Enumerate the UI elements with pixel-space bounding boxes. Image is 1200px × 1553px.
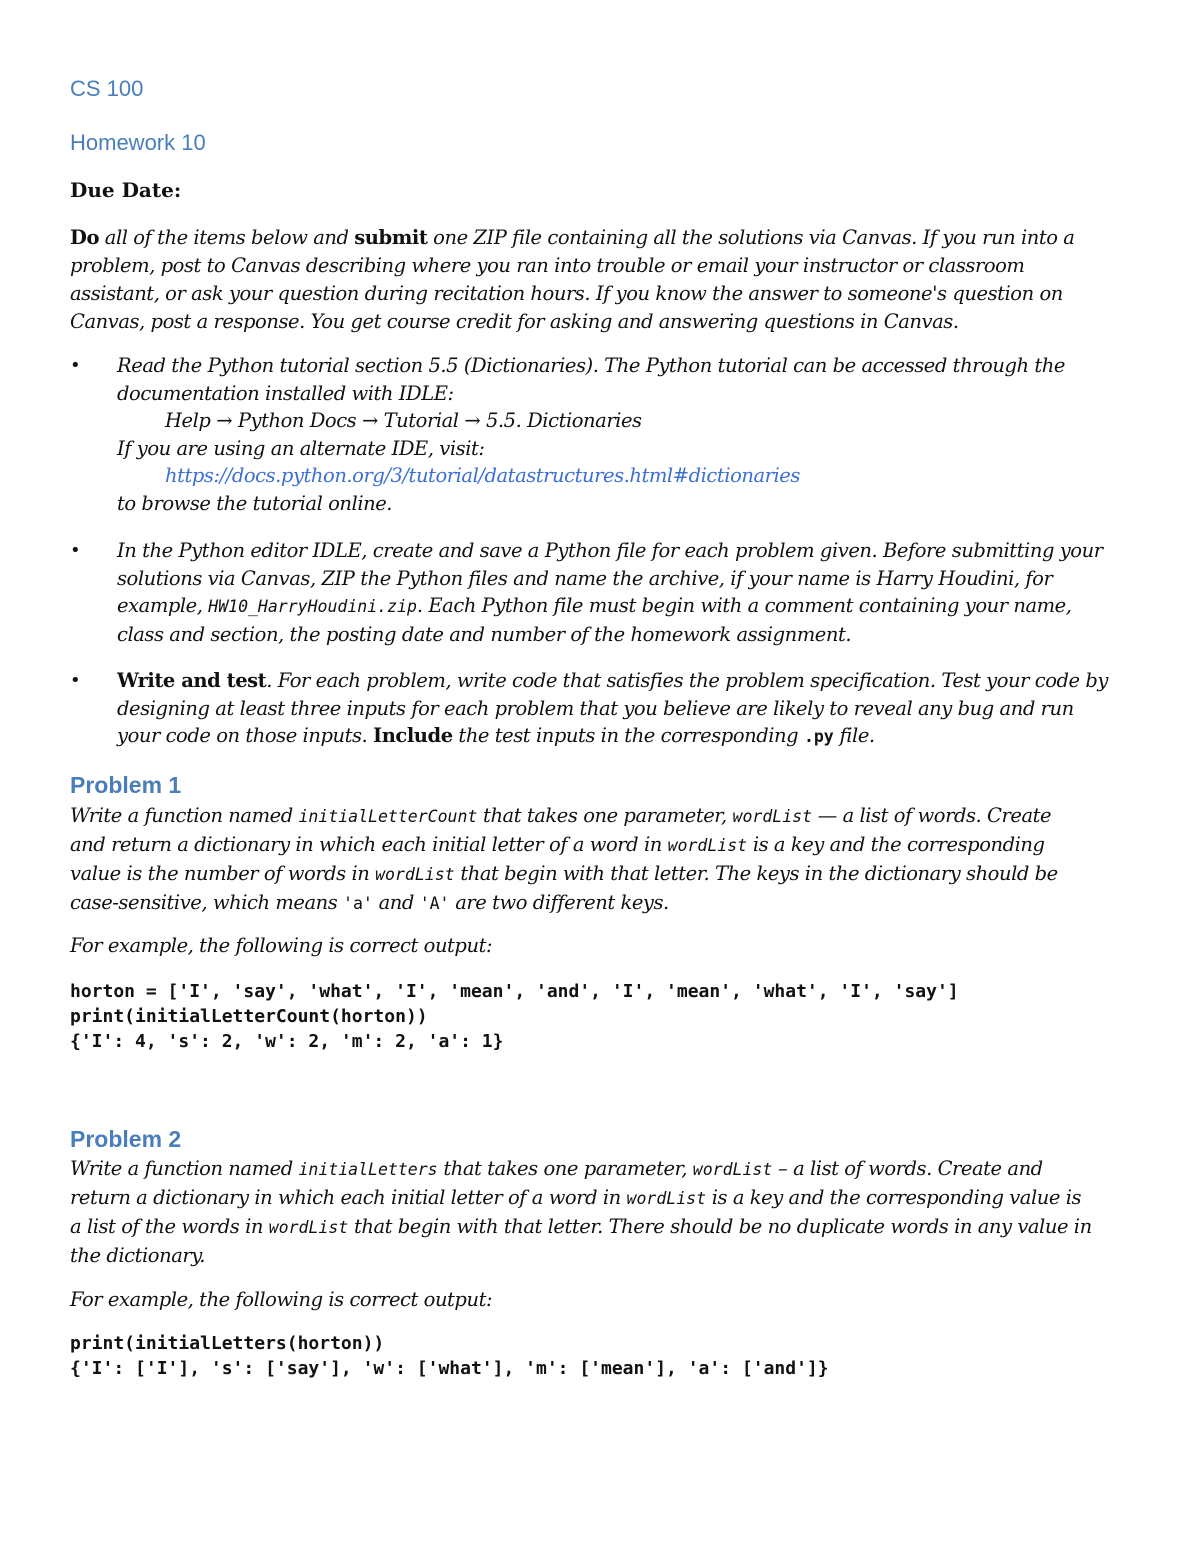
- problem-2-code: print(initialLetters(horton)) {'I': ['I'], 's': ['say'], 'w': ['what'], 'm': ['mean'], 'a': ['and']}: [70, 1333, 829, 1379]
- menu-path: Help → Python Docs → Tutorial → 5.5. Dictionaries: [165, 409, 642, 432]
- bullet-write-test: Write and test. For each problem, write code that satisfies the problem specification. Test your code by designing at least three inputs for each problem that you believe are likely to reveal any bug and run your code on those inputs. Include the test inputs in the corresponding .py file.: [117, 669, 1108, 747]
- intro-paragraph: Do all of the items below and submit one ZIP file containing all the solutions via Canvas. If you run into a problem, post to Canvas describing where you ran into trouble or email your instructor or classroom assistant, or ask your question during recitation hours. If you know the answer to someone's question on Canvas, post a response. You get course credit for asking and answering questions in Canvas.: [70, 226, 1075, 333]
- problem-1-example-label: For example, the following is correct output:: [70, 934, 493, 957]
- problem-2-example-label: For example, the following is correct output:: [70, 1288, 493, 1311]
- bullet-read-tutorial: Read the Python tutorial section 5.5 (Dictionaries). The Python tutorial can be accessed through the documentation installed with IDLE: Help → Python Docs → Tutorial → 5.5. Dictionaries If you are using an alternate IDE, visit: https://docs.python.org/3/tutorial/datastructures.html#dictionaries to browse the tutorial online.: [117, 352, 1147, 517]
- problem-1-title: Problem 1: [70, 772, 182, 798]
- archive-name: HW10_HarryHoudini.zip: [208, 597, 417, 616]
- problem-1-description: Write a function named initialLetterCount that takes one parameter, wordList — a list of words. Create and return a dictionary in which each initial letter of a word in wordList is a key and the corresponding value is the number of words in wordList that begin with that letter. The keys in the dictionary should be case-sensitive, which means 'a' and 'A' are two different keys.: [70, 804, 1058, 914]
- bullet-icon: •: [70, 540, 81, 561]
- homework-title: Homework 10: [70, 130, 206, 155]
- bullet-icon: •: [70, 670, 81, 691]
- bullet-create-files: In the Python editor IDLE, create and save a Python file for each problem given. Before submitting your solutions via Canvas, ZIP the Python files and name the archive, if your name is Harry Houdini, for example, HW10_HarryHoudini.zip. Each Python file must begin with a comment containing your name, class and section, the posting date and number of the homework assignment.: [117, 539, 1103, 646]
- problem-2-title: Problem 2: [70, 1126, 182, 1152]
- problem-2-description: Write a function named initialLetters that takes one parameter, wordList – a list of words. Create and return a dictionary in which each initial letter of a word in wordList is a key and the corresponding value is a list of the words in wordList that begin with that letter. There should be no duplicate words in any value in the dictionary.: [70, 1157, 1092, 1267]
- problem-1-code: horton = ['I', 'say', 'what', 'I', 'mean', 'and', 'I', 'mean', 'what', 'I', 'say'] print(initialLetterCount(horton)) {'I': 4, 's': 2, 'w': 2, 'm': 2, 'a': 1}: [70, 981, 959, 1052]
- due-date-label: Due Date:: [70, 178, 182, 202]
- bullet-icon: •: [70, 355, 81, 376]
- tutorial-link[interactable]: https://docs.python.org/3/tutorial/datastructures.html#dictionaries: [165, 464, 800, 487]
- intro-submit: submit: [354, 226, 428, 249]
- intro-do: Do: [70, 226, 100, 249]
- course-title: CS 100: [70, 76, 144, 101]
